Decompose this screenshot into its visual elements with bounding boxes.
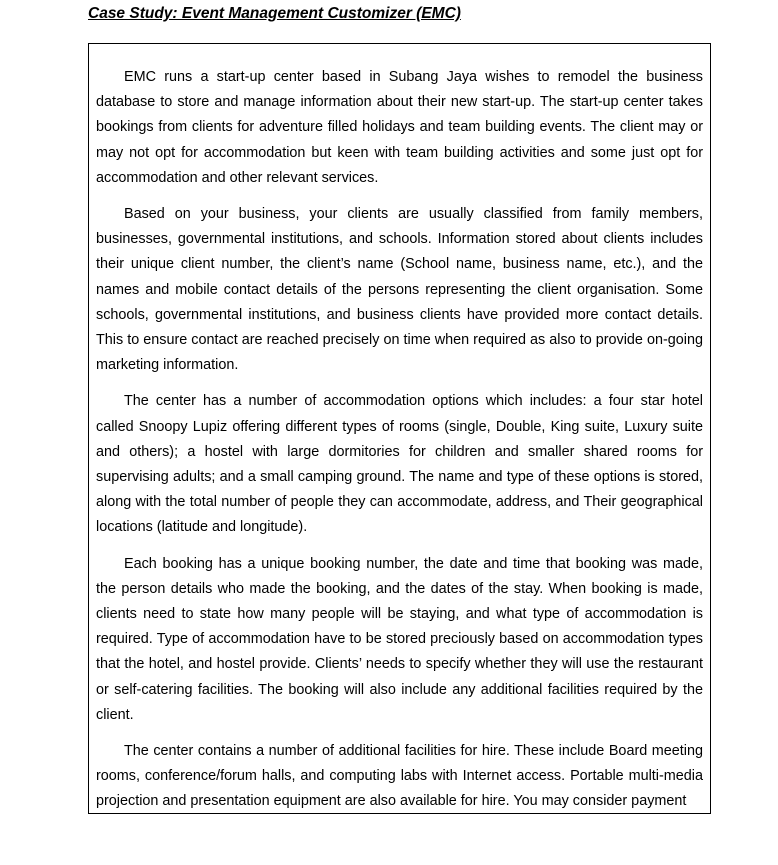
- paragraph-accommodation: The center has a number of accommodation options which includes: a four star hotel called Snoopy Lupiz offering different types of rooms (single, Double, King suite, Luxury suite and others); a hostel with large dormitories for children and smaller shared rooms for supervising adults; and a small camping ground. The name and type of these options is stored, along with the total number of people they can accommodate, address, and Their geographical locations (latitude and longitude).: [96, 393, 703, 536]
- document-title: Case Study: Event Management Customizer (EMC): [88, 5, 461, 22]
- paragraph-facilities: The center contains a number of additional facilities for hire. These include Board meeting rooms, conference/forum halls, and computing labs with Internet access. Portable multi-media projection and presentation equipment are also available for hire. You may consider payment: [96, 743, 703, 810]
- paragraph-clients: Based on your business, your clients are usually classified from family members, businesses, governmental institutions, and schools. Information stored about clients includes their unique client number, the client’s name (School name, business name, etc.), and the names and mobile contact details of the persons representing the client organisation. Some schools, governmental institutions, and business clients have provided more contact details. This to ensure contact are reached precisely on time when required as also to provide on-going marketing information.: [96, 206, 703, 374]
- paragraph-booking: Each booking has a unique booking number, the date and time that booking was made, the person details who made the booking, and the dates of the stay. When booking is made, clients need to state how many people will be staying, and what type of accommodation is required. Type of accommodation have to be stored preciously based on accommodation types that the hotel, and hostel provide. Clients’ needs to specify whether they will use the restaurant or self-catering facilities. The booking will also include any additional facilities required by the client.: [96, 555, 703, 723]
- case-study-box: [88, 43, 711, 814]
- paragraph-intro: EMC runs a start-up center based in Subang Jaya wishes to remodel the business database to store and manage information about their new start-up. The start-up center takes bookings from clients for adventure filled holidays and team building events. The client may or may not opt for accommodation but keen with team building activities and some just opt for accommodation and other relevant services.: [96, 69, 703, 186]
